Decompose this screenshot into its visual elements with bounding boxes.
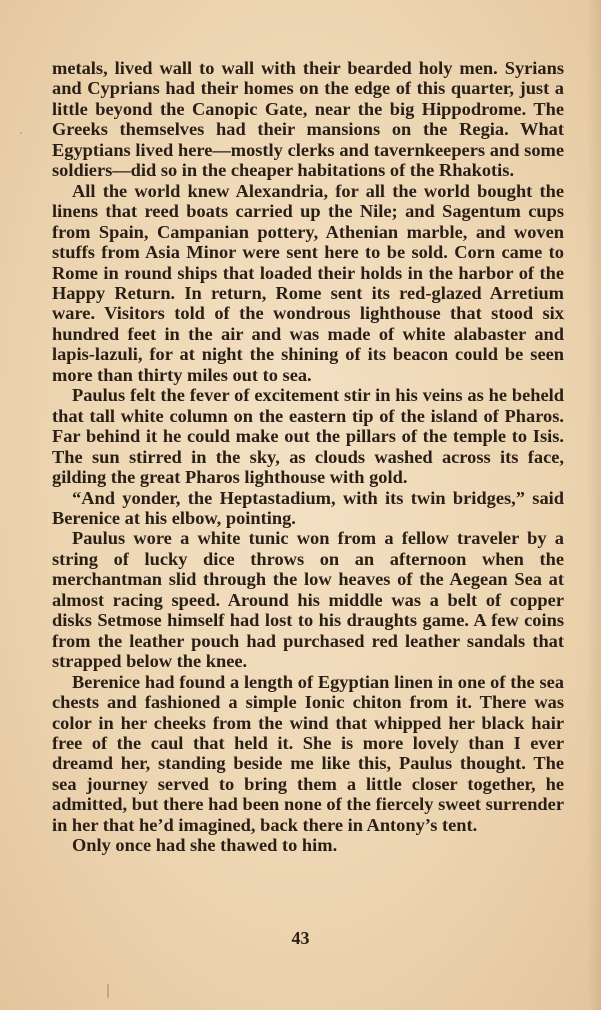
paragraph-7: Only once had she thawed to him. xyxy=(72,835,338,856)
paragraph-2: All the world knew Alexandria, for all the world bought the linens that reed boats carried up the Nile; and Sagentum cups from Spain, Campanian pottery, Athenian marble, and woven stuffs from Asia Minor were sent here to be sold. Corn came to Rome in round ships that loaded their holds in the harbor of the Happy Return. In return, Rome sent its red-glazed Arretium ware. Visitors told of the wondrous lighthouse that stood six hundred feet in the air and was made of white alabaster and lapis-lazuli, for at night the shining of its beacon could be seen more than thirty miles out to sea. xyxy=(52,180,564,385)
paper-fleck xyxy=(563,318,565,320)
paragraph-6: Berenice had found a length of Egyptian linen in one of the sea chests and fashioned a simple Ionic chiton from it. There was color in her cheeks from the wind that whipped her black hair free of the caul that held it. She is more lovely than I ever dreamd her, standing beside me like this, Paulus thought. The sea journey served to bring them a little closer together, he admitted, but there had been none of the fiercely sweet surrender in her that he’d imagined, back there in Antony’s tent. xyxy=(52,671,564,835)
paragraph-3: Paulus felt the fever of excitement stir in his veins as he beheld that tall white column on the eastern tip of the island of Pharos. Far behind it he could make out the pillars of the temple to Isis. The sun stirred in the sky, as clouds washed across its face, gilding the great Pharos lighthouse with gold. xyxy=(52,385,564,488)
page-number: 43 xyxy=(291,928,310,948)
paragraph-4: “And yonder, the Heptastadium, with its twin bridges,” said Berenice at his elbow, pointing. xyxy=(52,487,564,528)
paper-fleck xyxy=(20,132,22,134)
paragraph-5: Paulus wore a white tunic won from a fellow traveler by a string of lucky dice throws on an afternoon when the merchantman slid through the low heaves of the Aegean Sea at almost racing speed. Around his middle was a belt of copper disks Setmose himself had lost to his draughts game. A few coins from the leather pouch had purchased red leather sandals that strapped below the knee. xyxy=(52,528,564,672)
paragraph-1: metals, lived wall to wall with their bearded holy men. Syrians and Cyprians had their homes on the edge of this quarter, just a little beyond the Canopic Gate, near the big Hippodrome. The Greeks themselves had their mansions on the Regia. What Egyptians lived here—mostly clerks and tavernkeepers and some soldiers—did so in the cheaper habitations of the Rhakotis. xyxy=(52,58,564,181)
page-edge-shadow xyxy=(587,0,601,1010)
paper-fleck xyxy=(107,984,109,998)
body-text xyxy=(52,58,564,856)
